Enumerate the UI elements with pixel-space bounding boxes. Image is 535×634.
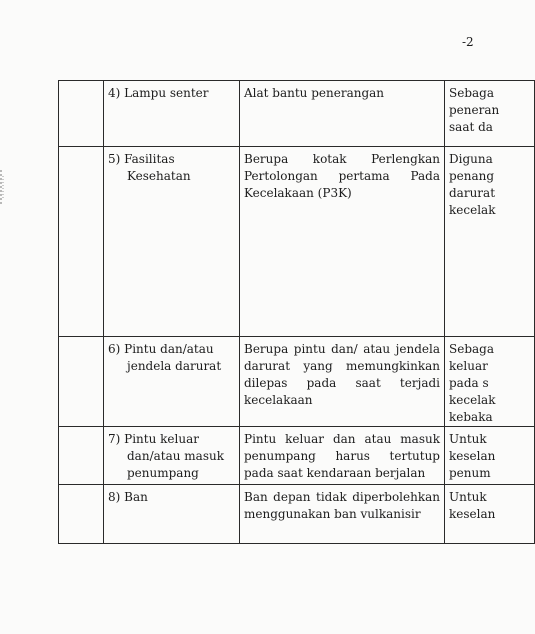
usage-line: penum — [449, 466, 491, 480]
usage-line: keselan — [449, 507, 496, 521]
usage-line: keluar — [449, 359, 488, 373]
item-name-continued: penumpang — [127, 466, 199, 480]
item-cell — [104, 485, 240, 544]
item-name: 7) Pintu keluar — [108, 432, 199, 446]
item-name: 5) Fasilitas — [108, 152, 175, 166]
usage-line: kecelak — [449, 203, 496, 217]
description-cell — [240, 485, 445, 544]
number-cell — [59, 427, 104, 485]
item-name-continued: jendela darurat — [127, 359, 222, 373]
description-text: Ban depan tidak diperbolehkan menggunakan ban vulkanisir — [244, 490, 440, 521]
usage-cell — [445, 81, 535, 147]
usage-cell — [445, 337, 535, 427]
item-cell — [104, 81, 240, 147]
description-text: Berupa pintu dan/ atau jendela darurat yang memungkinkan dilepas pada saat terjadi kecelakaan — [244, 342, 440, 407]
table-row-ban — [59, 485, 535, 544]
table-row-pintu-keluar — [59, 427, 535, 485]
table-row-pintu-darurat — [59, 337, 535, 427]
item-name: 8) Ban — [108, 490, 148, 504]
item-name: 4) Lampu senter — [108, 86, 209, 100]
description-text: Alat bantu penerangan — [244, 86, 385, 100]
usage-line: pada s — [449, 376, 489, 390]
description-text: Berupa kotak Perlengkan Pertolongan pertama Pada Kecelakaan (P3K) — [244, 152, 440, 200]
description-text: Pintu keluar dan atau masuk penumpang harus tertutup pada saat kendaraan berjalan — [244, 432, 440, 480]
table-row-lampu-senter — [59, 81, 535, 147]
number-cell — [59, 337, 104, 427]
description-cell — [240, 427, 445, 485]
page-number: -2 — [462, 35, 474, 49]
item-cell — [104, 337, 240, 427]
description-cell — [240, 337, 445, 427]
number-cell — [59, 81, 104, 147]
usage-line: saat da — [449, 120, 493, 134]
number-cell — [59, 147, 104, 337]
number-cell — [59, 485, 104, 544]
item-name-continued: dan/atau masuk — [127, 449, 224, 463]
usage-line: keselan — [449, 449, 496, 463]
usage-line: Untuk — [449, 432, 487, 446]
scan-artifact-marks — [0, 168, 4, 208]
usage-line: peneran — [449, 103, 500, 117]
usage-line: darurat — [449, 186, 496, 200]
usage-line: penang — [449, 169, 495, 183]
usage-cell — [445, 147, 535, 337]
item-name: 6) Pintu dan/atau — [108, 342, 214, 356]
equipment-table — [58, 80, 535, 544]
item-name-continued: Kesehatan — [127, 169, 191, 183]
usage-line: kecelak — [449, 393, 496, 407]
description-cell — [240, 147, 445, 337]
usage-line: Diguna — [449, 152, 493, 166]
item-cell — [104, 427, 240, 485]
usage-cell — [445, 485, 535, 544]
usage-cell — [445, 427, 535, 485]
usage-line: Sebaga — [449, 342, 494, 356]
usage-line: Sebaga — [449, 86, 494, 100]
description-cell — [240, 81, 445, 147]
table-row-fasilitas-kesehatan — [59, 147, 535, 337]
usage-line: kebaka — [449, 410, 493, 424]
usage-line: Untuk — [449, 490, 487, 504]
item-cell — [104, 147, 240, 337]
